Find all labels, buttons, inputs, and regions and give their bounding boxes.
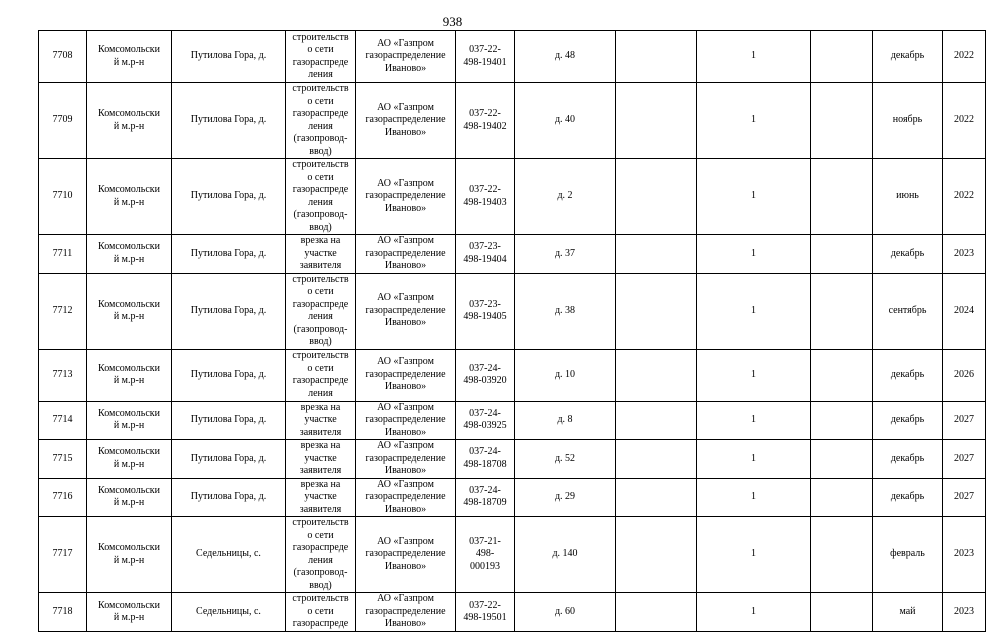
work-type-cell: строительств о сети газораспреде ления (газопровод- ввод)	[286, 517, 356, 593]
row-number: 7708	[39, 31, 87, 83]
address-cell: д. 48	[515, 31, 616, 83]
organization-cell: АО «Газпром газораспределение Иваново»	[356, 235, 456, 274]
empty-cell	[616, 235, 697, 274]
month-cell: ноябрь	[873, 83, 943, 159]
address-cell: д. 52	[515, 440, 616, 479]
table-row	[39, 159, 986, 235]
organization-cell: АО «Газпром газораспределение Иваново»	[356, 31, 456, 83]
empty-cell	[811, 235, 873, 274]
month-cell: декабрь	[873, 440, 943, 479]
quantity-cell: 1	[697, 349, 811, 401]
year-cell: 2022	[943, 83, 986, 159]
organization-cell: АО «Газпром газораспределение Иваново»	[356, 593, 456, 632]
year-cell: 2026	[943, 349, 986, 401]
empty-cell	[811, 273, 873, 349]
row-number: 7716	[39, 478, 87, 517]
organization-cell: АО «Газпром газораспределение Иваново»	[356, 478, 456, 517]
work-type-cell: строительств о сети газораспреде ления (газопровод- ввод)	[286, 273, 356, 349]
locality-cell: Путилова Гора, д.	[172, 235, 286, 274]
empty-cell	[811, 440, 873, 479]
empty-cell	[616, 440, 697, 479]
month-cell: май	[873, 593, 943, 632]
empty-cell	[616, 517, 697, 593]
work-type-cell: строительств о сети газораспреде ления	[286, 349, 356, 401]
row-number: 7711	[39, 235, 87, 274]
quantity-cell: 1	[697, 31, 811, 83]
work-type-cell: строительств о сети газораспреде ления (газопровод- ввод)	[286, 159, 356, 235]
year-cell: 2023	[943, 593, 986, 632]
district-cell: Комсомольски й м.р-н	[87, 401, 172, 440]
empty-cell	[616, 83, 697, 159]
work-type-cell: строительств о сети газораспреде ления	[286, 31, 356, 83]
year-cell: 2024	[943, 273, 986, 349]
organization-cell: АО «Газпром газораспределение Иваново»	[356, 159, 456, 235]
empty-cell	[811, 159, 873, 235]
empty-cell	[616, 31, 697, 83]
year-cell: 2022	[943, 159, 986, 235]
address-cell: д. 38	[515, 273, 616, 349]
year-cell: 2027	[943, 440, 986, 479]
work-type-cell: врезка на участке заявителя	[286, 440, 356, 479]
organization-cell: АО «Газпром газораспределение Иваново»	[356, 83, 456, 159]
empty-cell	[811, 478, 873, 517]
locality-cell: Седельницы, с.	[172, 517, 286, 593]
empty-cell	[616, 401, 697, 440]
address-cell: д. 140	[515, 517, 616, 593]
district-cell: Комсомольски й м.р-н	[87, 83, 172, 159]
table-body	[39, 31, 986, 632]
row-number: 7717	[39, 517, 87, 593]
district-cell: Комсомольски й м.р-н	[87, 159, 172, 235]
quantity-cell: 1	[697, 517, 811, 593]
application-code-cell: 037-24- 498-18708	[456, 440, 515, 479]
empty-cell	[811, 517, 873, 593]
quantity-cell: 1	[697, 83, 811, 159]
organization-cell: АО «Газпром газораспределение Иваново»	[356, 273, 456, 349]
application-code-cell: 037-23- 498-19405	[456, 273, 515, 349]
address-cell: д. 29	[515, 478, 616, 517]
year-cell: 2022	[943, 31, 986, 83]
locality-cell: Путилова Гора, д.	[172, 349, 286, 401]
application-code-cell: 037-22- 498-19501	[456, 593, 515, 632]
organization-cell: АО «Газпром газораспределение Иваново»	[356, 401, 456, 440]
quantity-cell: 1	[697, 401, 811, 440]
year-cell: 2023	[943, 235, 986, 274]
locality-cell: Путилова Гора, д.	[172, 31, 286, 83]
month-cell: февраль	[873, 517, 943, 593]
work-type-cell: врезка на участке заявителя	[286, 401, 356, 440]
application-code-cell: 037-22- 498-19403	[456, 159, 515, 235]
organization-cell: АО «Газпром газораспределение Иваново»	[356, 517, 456, 593]
quantity-cell: 1	[697, 235, 811, 274]
work-type-cell: строительств о сети газораспреде	[286, 593, 356, 632]
table-row	[39, 517, 986, 593]
application-code-cell: 037-22- 498-19401	[456, 31, 515, 83]
row-number: 7714	[39, 401, 87, 440]
year-cell: 2023	[943, 517, 986, 593]
table-row	[39, 593, 986, 632]
district-cell: Комсомольски й м.р-н	[87, 440, 172, 479]
month-cell: июнь	[873, 159, 943, 235]
month-cell: сентябрь	[873, 273, 943, 349]
row-number: 7713	[39, 349, 87, 401]
district-cell: Комсомольски й м.р-н	[87, 273, 172, 349]
empty-cell	[811, 31, 873, 83]
organization-cell: АО «Газпром газораспределение Иваново»	[356, 349, 456, 401]
quantity-cell: 1	[697, 478, 811, 517]
district-cell: Комсомольски й м.р-н	[87, 517, 172, 593]
organization-cell: АО «Газпром газораспределение Иваново»	[356, 440, 456, 479]
locality-cell: Путилова Гора, д.	[172, 478, 286, 517]
district-cell: Комсомольски й м.р-н	[87, 593, 172, 632]
address-cell: д. 8	[515, 401, 616, 440]
district-cell: Комсомольски й м.р-н	[87, 349, 172, 401]
table-row	[39, 273, 986, 349]
empty-cell	[616, 273, 697, 349]
address-cell: д. 10	[515, 349, 616, 401]
application-code-cell: 037-24- 498-03920	[456, 349, 515, 401]
empty-cell	[811, 593, 873, 632]
empty-cell	[811, 349, 873, 401]
year-cell: 2027	[943, 478, 986, 517]
month-cell: декабрь	[873, 401, 943, 440]
month-cell: декабрь	[873, 235, 943, 274]
locality-cell: Путилова Гора, д.	[172, 273, 286, 349]
empty-cell	[616, 159, 697, 235]
table-row	[39, 235, 986, 274]
quantity-cell: 1	[697, 440, 811, 479]
application-code-cell: 037-23- 498-19404	[456, 235, 515, 274]
work-type-cell: врезка на участке заявителя	[286, 235, 356, 274]
address-cell: д. 60	[515, 593, 616, 632]
row-number: 7718	[39, 593, 87, 632]
locality-cell: Путилова Гора, д.	[172, 159, 286, 235]
district-cell: Комсомольски й м.р-н	[87, 31, 172, 83]
month-cell: декабрь	[873, 349, 943, 401]
address-cell: д. 40	[515, 83, 616, 159]
year-cell: 2027	[943, 401, 986, 440]
row-number: 7709	[39, 83, 87, 159]
locality-cell: Седельницы, с.	[172, 593, 286, 632]
work-type-cell: врезка на участке заявителя	[286, 478, 356, 517]
page-number: 938	[442, 14, 463, 29]
table-row	[39, 478, 986, 517]
application-code-cell: 037-24- 498-18709	[456, 478, 515, 517]
empty-cell	[811, 401, 873, 440]
row-number: 7715	[39, 440, 87, 479]
empty-cell	[616, 593, 697, 632]
table-row	[39, 31, 986, 83]
application-code-cell: 037-22- 498-19402	[456, 83, 515, 159]
month-cell: декабрь	[873, 478, 943, 517]
work-type-cell: строительств о сети газораспреде ления (газопровод- ввод)	[286, 83, 356, 159]
table-row	[39, 83, 986, 159]
empty-cell	[811, 83, 873, 159]
gasification-table	[38, 30, 986, 632]
application-code-cell: 037-21- 498- 000193	[456, 517, 515, 593]
district-cell: Комсомольски й м.р-н	[87, 478, 172, 517]
empty-cell	[616, 349, 697, 401]
row-number: 7710	[39, 159, 87, 235]
locality-cell: Путилова Гора, д.	[172, 440, 286, 479]
month-cell: декабрь	[873, 31, 943, 83]
quantity-cell: 1	[697, 593, 811, 632]
district-cell: Комсомольски й м.р-н	[87, 235, 172, 274]
address-cell: д. 37	[515, 235, 616, 274]
quantity-cell: 1	[697, 159, 811, 235]
table-row	[39, 401, 986, 440]
locality-cell: Путилова Гора, д.	[172, 401, 286, 440]
quantity-cell: 1	[697, 273, 811, 349]
table-row	[39, 440, 986, 479]
table-row	[39, 349, 986, 401]
row-number: 7712	[39, 273, 87, 349]
address-cell: д. 2	[515, 159, 616, 235]
application-code-cell: 037-24- 498-03925	[456, 401, 515, 440]
empty-cell	[616, 478, 697, 517]
locality-cell: Путилова Гора, д.	[172, 83, 286, 159]
